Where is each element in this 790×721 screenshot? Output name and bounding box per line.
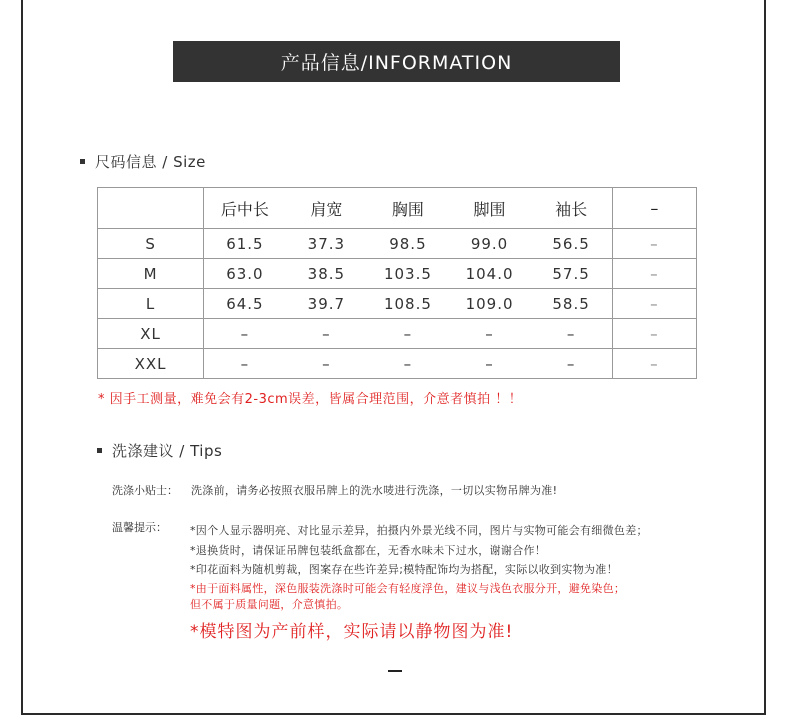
measurement-note: * 因手工测量，难免会有2-3cm误差，皆属合理范围，介意者慎拍 ！！ (98, 392, 523, 407)
size-label: XXL (98, 349, 204, 379)
table-cell: 61.5 (204, 229, 286, 259)
bullet-icon (97, 448, 102, 453)
header-cell: 袖长 (530, 188, 612, 229)
size-section-heading (80, 151, 206, 172)
table-cell: – (612, 229, 696, 259)
table-cell: – (286, 349, 367, 379)
table-cell: 64.5 (204, 289, 286, 319)
size-heading-text: 尺码信息 / Size (95, 153, 206, 171)
table-cell: – (204, 349, 286, 379)
wash-tip-label: 洗涤小贴士： (112, 484, 178, 497)
table-cell: 104.0 (449, 259, 531, 289)
table-cell: – (367, 319, 449, 349)
header-cell: 胸围 (367, 188, 449, 229)
table-cell: – (612, 259, 696, 289)
table-cell: – (612, 319, 696, 349)
bullet-icon (80, 159, 85, 164)
table-cell: – (612, 349, 696, 379)
reminder-line: *退换货时，请保证吊牌包装纸盒都在，无香水味未下过水，谢谢合作！ (190, 544, 547, 557)
table-cell: 38.5 (286, 259, 367, 289)
size-label: M (98, 259, 204, 289)
table-cell: 37.3 (286, 229, 367, 259)
header-cell: 后中长 (204, 188, 286, 229)
table-cell: – (530, 349, 612, 379)
table-cell: 58.5 (530, 289, 612, 319)
table-cell: 39.7 (286, 289, 367, 319)
table-cell: 56.5 (530, 229, 612, 259)
table-cell: – (449, 349, 531, 379)
size-label: S (98, 229, 204, 259)
table-row (98, 319, 697, 349)
tips-heading-text: 洗涤建议 / Tips (112, 442, 223, 460)
divider (388, 670, 402, 672)
table-cell: 109.0 (449, 289, 531, 319)
size-label: XL (98, 319, 204, 349)
table-cell: 99.0 (449, 229, 531, 259)
table-cell: – (286, 319, 367, 349)
reminder-label: 温馨提示： (112, 521, 167, 534)
reminder-red-line: *由于面料属性，深色服装洗涤时可能会有轻度浮色，建议与浅色衣服分开，避免染色； (190, 582, 626, 595)
table-cell: 103.5 (367, 259, 449, 289)
table-cell: – (449, 319, 531, 349)
info-banner (173, 41, 620, 82)
model-note: *模特图为产前样，实际请以静物图为准! (190, 622, 514, 642)
size-table (97, 187, 697, 379)
table-header-row (98, 188, 697, 229)
table-row (98, 259, 697, 289)
table-row (98, 229, 697, 259)
table-cell: 98.5 (367, 229, 449, 259)
reminder-line: *印花面料为随机剪裁，图案存在些许差异;模特配饰均为搭配，实际以收到实物为准！ (190, 563, 618, 576)
banner-title: 产品信息/INFORMATION (280, 52, 513, 74)
tips-section-heading (97, 440, 222, 461)
header-cell (98, 188, 204, 229)
reminder-red-line: 但不属于质量问题，介意慎拍。 (190, 598, 349, 611)
header-cell: 肩宽 (286, 188, 367, 229)
table-cell: – (530, 319, 612, 349)
table-row (98, 349, 697, 379)
table-cell: – (612, 289, 696, 319)
table-cell: 63.0 (204, 259, 286, 289)
reminder-line: *因个人显示器明亮、对比显示差异，拍摄内外景光线不同，图片与实物可能会有细微色差； (190, 524, 648, 537)
wash-tip-text: 洗涤前，请务必按照衣服吊牌上的洗水唛进行洗涤，一切以实物吊牌为准! (191, 484, 558, 497)
header-cell: 脚围 (449, 188, 531, 229)
table-cell: – (367, 349, 449, 379)
table-cell: 57.5 (530, 259, 612, 289)
table-cell: 108.5 (367, 289, 449, 319)
header-cell: – (612, 188, 696, 229)
table-cell: – (204, 319, 286, 349)
size-label: L (98, 289, 204, 319)
table-row (98, 289, 697, 319)
